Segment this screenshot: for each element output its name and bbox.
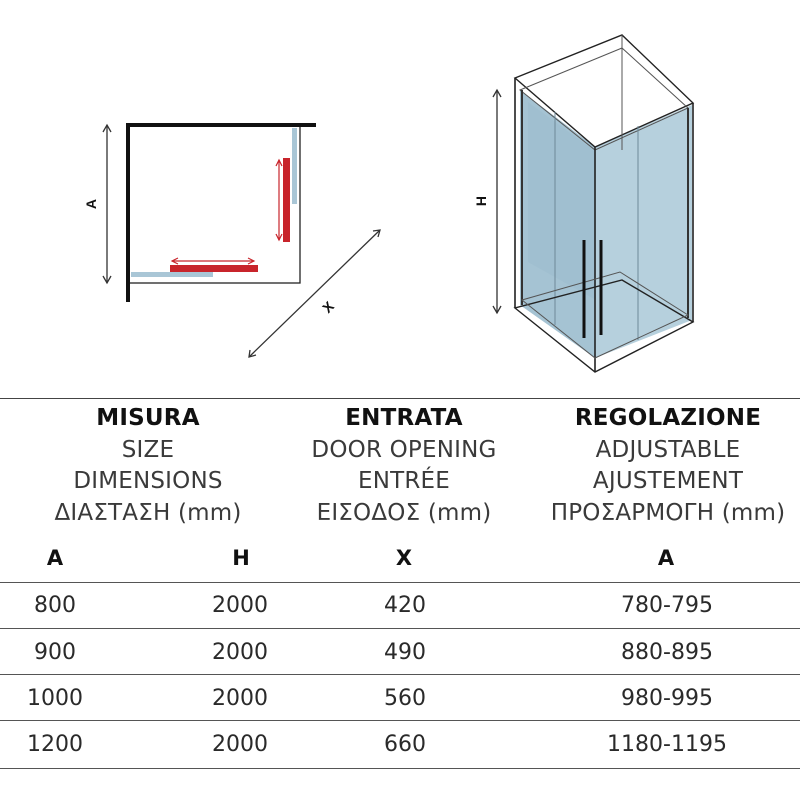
enclosure-3d-view bbox=[473, 35, 693, 372]
row-divider bbox=[0, 768, 800, 769]
row-divider bbox=[0, 582, 800, 583]
table-cell: 1200 bbox=[27, 732, 83, 757]
header-adjustable bbox=[537, 403, 799, 529]
header-door-opening-line-1: DOOR OPENING bbox=[311, 436, 497, 463]
table-cell: 880-895 bbox=[621, 640, 713, 665]
header-size-title: MISURA bbox=[96, 405, 200, 431]
header-size-line-3: ΔΙΑΣΤΑΣΗ (mm) bbox=[54, 499, 242, 526]
table-cell: 2000 bbox=[212, 640, 268, 665]
shower-diagram bbox=[0, 0, 800, 390]
header-adjustable-line-1: ADJUSTABLE bbox=[595, 436, 741, 463]
table-cell: 560 bbox=[384, 686, 426, 711]
column-label-h: H bbox=[232, 546, 250, 570]
plan-label-a: A bbox=[83, 198, 99, 210]
plan-label-x: X bbox=[319, 298, 337, 316]
view-label-h: H bbox=[473, 195, 489, 207]
column-label-adjust-a: A bbox=[657, 546, 675, 570]
table-cell: 980-995 bbox=[621, 686, 713, 711]
table-cell: 800 bbox=[34, 593, 76, 618]
table-top-border bbox=[0, 398, 800, 399]
header-door-opening-line-2: ENTRÉE bbox=[357, 468, 451, 494]
header-door-opening bbox=[284, 403, 524, 529]
table-cell: 2000 bbox=[212, 732, 268, 757]
table-cell: 420 bbox=[384, 593, 426, 618]
table-cell: 2000 bbox=[212, 686, 268, 711]
header-size-line-1: SIZE bbox=[121, 436, 175, 463]
table-cell: 2000 bbox=[212, 593, 268, 618]
header-adjustable-line-2: AJUSTEMENT bbox=[592, 468, 744, 494]
column-label-x: X bbox=[395, 546, 413, 570]
header-door-opening-title: ENTRATA bbox=[345, 405, 463, 431]
header-size bbox=[28, 403, 268, 529]
table-cell: 780-795 bbox=[621, 593, 713, 618]
row-divider bbox=[0, 720, 800, 721]
row-divider bbox=[0, 674, 800, 675]
column-label-a: A bbox=[46, 546, 64, 570]
table-cell: 1180-1195 bbox=[607, 732, 727, 757]
table-cell: 900 bbox=[34, 640, 76, 665]
row-divider bbox=[0, 628, 800, 629]
table-cell: 1000 bbox=[27, 686, 83, 711]
header-adjustable-line-3: ΠΡΟΣΑΡΜΟΓΗ (mm) bbox=[550, 499, 786, 526]
table-cell: 490 bbox=[384, 640, 426, 665]
header-adjustable-title: REGOLAZIONE bbox=[574, 405, 762, 431]
header-door-opening-line-3: ΕΙΣΟΔΟΣ (mm) bbox=[316, 499, 492, 526]
plan-view bbox=[83, 125, 380, 357]
table-cell: 660 bbox=[384, 732, 426, 757]
header-size-line-2: DIMENSIONS bbox=[73, 468, 223, 494]
